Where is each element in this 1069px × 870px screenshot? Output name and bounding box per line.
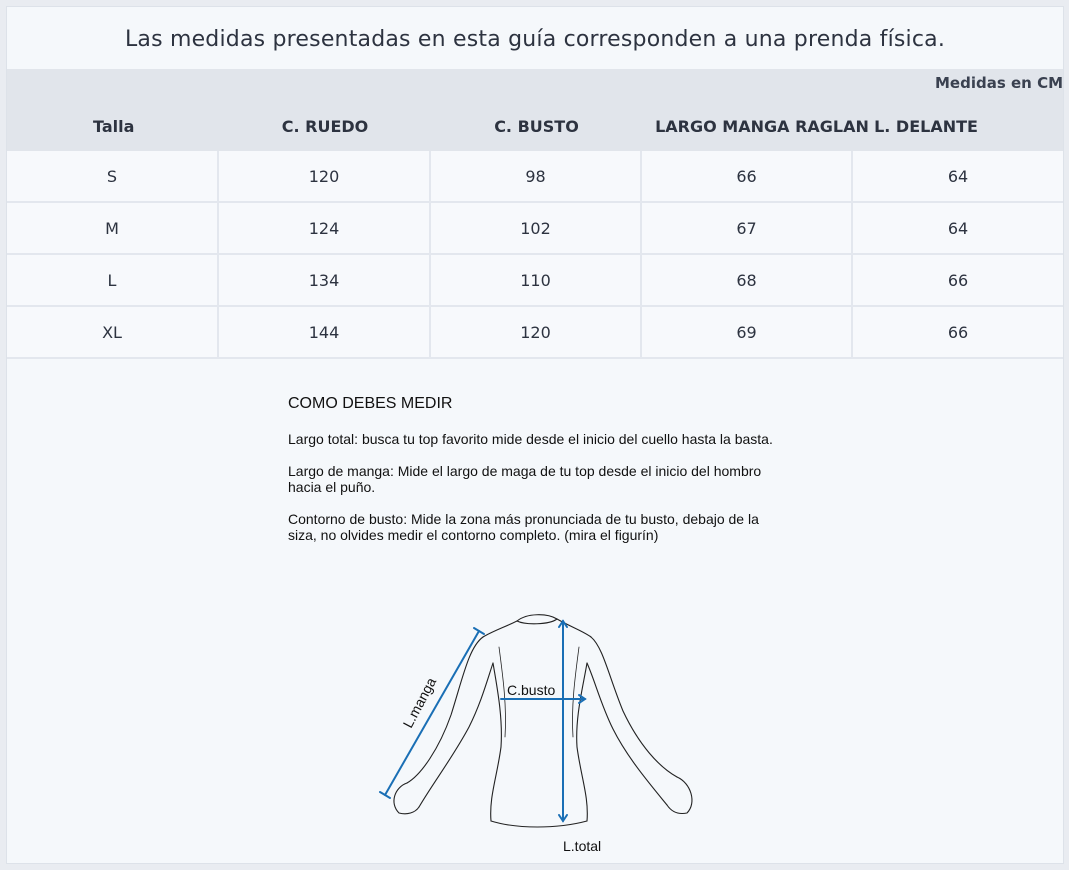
cell-c-ruedo: 124 — [219, 203, 431, 253]
label-c-busto: C.busto — [507, 682, 556, 698]
cell-largo-manga: 66 — [642, 151, 853, 201]
how-to-measure-guide — [288, 395, 808, 559]
label-l-total: L.total — [563, 838, 602, 854]
cell-l-delante: 64 — [947, 167, 969, 186]
table-header — [7, 69, 1063, 151]
units-label: Medidas en CM — [935, 74, 1063, 92]
size-guide-panel — [6, 6, 1064, 864]
header-l-delante: L. DELANTE — [874, 117, 978, 136]
cell-talla: S — [7, 151, 219, 201]
guide-largo-total: Largo total: busca tu top favorito mide desde el inicio del cuello hasta la basta. — [288, 431, 773, 447]
table-row — [7, 151, 1063, 203]
cell-l-delante: 66 — [947, 271, 969, 290]
header-c-ruedo: C. RUEDO — [281, 117, 369, 136]
header-c-busto: C. BUSTO — [494, 117, 579, 136]
cell-talla: XL — [7, 307, 219, 357]
cell-largo-manga: 67 — [642, 203, 853, 253]
guide-contorno-busto: Contorno de busto: Mide la zona más pronunciada de tu busto, debajo de la siza, no olvides medir el contorno completo. (mira el figurín) — [288, 511, 759, 543]
disclaimer-text: Las medidas presentadas en esta guía corresponden a una prenda física. — [124, 27, 946, 52]
table-row — [7, 307, 1063, 359]
table-row — [7, 255, 1063, 307]
table-row — [7, 203, 1063, 255]
garment-sketch-icon — [377, 607, 707, 859]
cell-largo-manga: 68 — [642, 255, 853, 305]
header-talla: Talla — [93, 117, 135, 136]
cell-c-busto: 110 — [431, 255, 642, 305]
cell-largo-manga: 69 — [642, 307, 853, 357]
guide-title: COMO DEBES MEDIR — [288, 395, 453, 412]
size-table-body — [7, 151, 1063, 359]
cell-c-ruedo: 134 — [219, 255, 431, 305]
guide-largo-manga: Largo de manga: Mide el largo de maga de tu top desde el inicio del hombro hacia el puño. — [288, 463, 762, 495]
cell-c-ruedo: 144 — [219, 307, 431, 357]
cell-c-busto: 120 — [431, 307, 642, 357]
cell-talla: M — [7, 203, 219, 253]
cell-c-busto: 102 — [431, 203, 642, 253]
garment-figure — [377, 607, 707, 859]
cell-talla: L — [7, 255, 219, 305]
header-largo-manga-raglan: LARGO MANGA RAGLAN — [655, 117, 869, 136]
label-l-manga: L.manga — [399, 674, 440, 731]
cell-l-delante: 64 — [947, 219, 969, 238]
cell-c-busto: 98 — [431, 151, 642, 201]
cell-l-delante: 66 — [947, 323, 969, 342]
cell-c-ruedo: 120 — [219, 151, 431, 201]
